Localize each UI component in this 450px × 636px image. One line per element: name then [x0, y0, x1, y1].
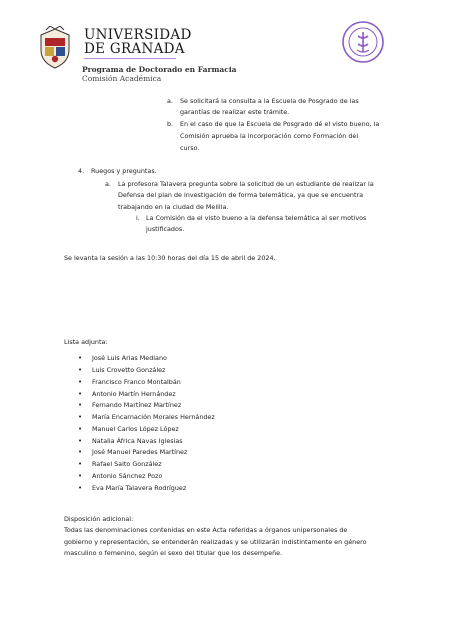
attendee-2: Luis Crovetto González [92, 366, 166, 374]
sublist-b-line1: En el caso de que la Escuela de Posgrado dé el visto bueno, la [180, 120, 380, 128]
bullet-dot: • [78, 390, 83, 398]
bullet-dot: • [78, 460, 83, 468]
attendee-5: Fernando Martínez Martínez [92, 401, 182, 409]
provision-line2: gobierno y representación, se entenderán realizadas y se utilizarán indistintamente en género [64, 538, 367, 546]
sublist-b-line2: Comisión aprueba la incorporación como Formación del [180, 132, 359, 140]
provision-line3: masculino o femenino, según el sexo del titular que los desempeñe. [64, 549, 283, 557]
attendee-9: José Manuel Paredes Martínez [92, 448, 188, 456]
item4-sub-line2: Defensa del plan de investigación de forma telemática, ya que se encuentra [118, 191, 364, 199]
attendee-6: María Encarnación Morales Hernández [92, 413, 215, 421]
bullet-dot: • [78, 401, 83, 409]
university-name-line2: DE GRANADA [84, 41, 185, 57]
sublist-b-line3: curso. [180, 144, 200, 152]
sublist-a-line2: garantías de realizar este trámite. [180, 108, 290, 116]
faculty-seal-icon [336, 20, 390, 64]
attendee-7: Manuel Carlos López López [92, 425, 179, 433]
header-divider [84, 58, 176, 59]
university-crest-icon [36, 26, 74, 70]
attendees-heading: Lista adjunta: [64, 338, 108, 346]
program-subtitle: Comisión Académica [82, 74, 162, 83]
university-name-line1: UNIVERSIDAD [84, 27, 192, 43]
bullet-dot: • [78, 448, 83, 456]
attendee-12: Eva María Talavera Rodríguez [92, 484, 187, 492]
bullet-dot: • [78, 472, 83, 480]
item4-subsub-marker: i. [136, 214, 140, 222]
bullet-dot: • [78, 437, 83, 445]
attendee-11: Antonio Sánchez Pozo [92, 472, 163, 480]
attendee-3: Francisco Franco Montalbán [92, 378, 181, 386]
item4-sub-line3: trabajando en la ciudad de Melilla. [118, 203, 229, 211]
item4-marker: 4. [78, 167, 85, 175]
bullet-dot: • [78, 366, 83, 374]
item4-subsub-line2: justificados. [146, 225, 185, 233]
bullet-dot: • [78, 378, 83, 386]
program-title: Programa de Doctorado en Farmacia [82, 65, 237, 74]
attendee-10: Rafael Salto González [92, 460, 162, 468]
attendee-4: Antonio Martín Hernández [92, 390, 176, 398]
attendee-1: José Luis Arias Mediano [92, 354, 167, 362]
item4-subsub-line1: La Comisión da el visto bueno a la defensa telemática al ser motivos [146, 214, 367, 222]
bullet-dot: • [78, 425, 83, 433]
sublist-a-line1: Se solicitará la consulta a la Escuela de Posgrado de las [180, 97, 359, 105]
attendee-8: Natalia África Navas Iglesias [92, 437, 183, 445]
university-name [84, 28, 192, 56]
bullet-dot: • [78, 484, 83, 492]
item4-label: Ruegos y preguntas. [91, 167, 157, 175]
bullet-dot: • [78, 413, 83, 421]
provision-line1: Todas las denominaciones contenidas en este Acta referidas a órganos unipersonales de [64, 526, 348, 534]
item4-sub-line1: La profesora Talavera pregunta sobre la solicitud de un estudiante de realizar la [118, 180, 374, 188]
closing-statement: Se levanta la sesión a las 10:30 horas del día 15 de abril de 2024. [64, 254, 276, 262]
item4-sub-marker: a. [105, 180, 111, 188]
list-marker-a: a. [167, 97, 173, 105]
bullet-dot: • [78, 354, 83, 362]
list-marker-b: b. [167, 120, 174, 128]
provision-heading: Disposición adicional: [64, 515, 134, 523]
